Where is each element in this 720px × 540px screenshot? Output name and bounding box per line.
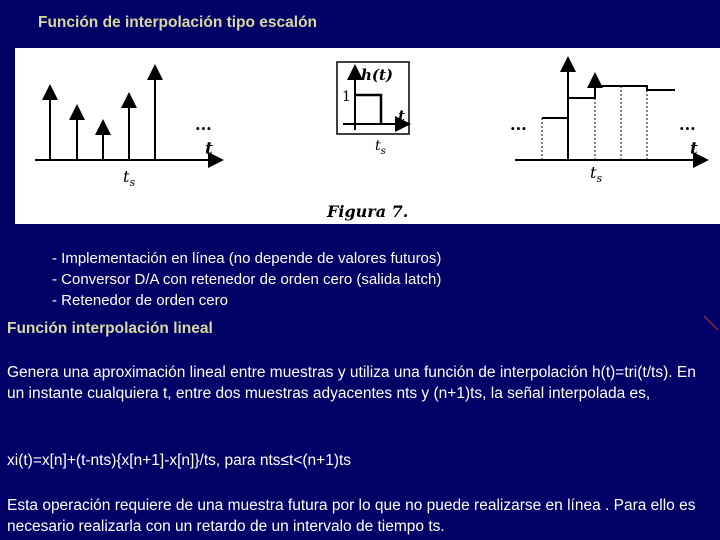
slide-title: Función de interpolación tipo escalón [38,14,318,31]
section-title-linear: Función interpolación lineal [7,320,213,337]
figure-7 [15,48,720,224]
t-axis-label: t [205,139,213,159]
staircase-signal [542,86,675,118]
paragraph-description: Genera una aproximación lineal entre muestras y utiliza una función de interpolación h(t)=tri(t/ts). En un instante cualquiera t, entre dos muestras adyacentes nts y (n+1)ts, la señal interpolada es, [7,364,696,402]
ts-label: $t_s$ [123,167,136,189]
impulse-train-panel [35,68,220,189]
bullet-item: - Implementación en línea (no depende de valores futuros) [52,250,442,267]
h-t-label: t [398,107,405,125]
zoh-ts-label: $t_s$ [590,163,603,185]
interpolation-formula: xi(t)=x[n]+(t-nts){x[n+1]-x[n]}/ts, para nts≤t<(n+1)ts [7,452,352,469]
figure-caption: Figura 7. [327,202,409,221]
figure-7-drawing [15,48,720,224]
dots-left: ... [510,115,527,134]
step-impulse-response-panel [326,62,409,221]
decorative-line [700,312,720,332]
bullet-item: - Conversor D/A con retenedor de orden cero (salida latch) [52,271,442,288]
h-ts-label: $t_s$ [375,138,386,157]
step-pulse [355,95,381,124]
dots-label: ... [195,115,212,134]
bullet-item: - Retenedor de orden cero [52,292,228,309]
paragraph-note: Esta operación requiere de una muestra futura por lo que no puede realizarse en línea . Para ello es necesario realizarla con un retardo de un intervalo de tiempo ts. [7,497,696,535]
h-of-t-label: h(t) [361,66,394,84]
amplitude-one-label: 1 [342,89,351,105]
dots-right: ... [679,115,696,134]
zoh-t-label: t [690,139,698,159]
zoh-output-panel [510,60,705,185]
bullet-list [52,248,441,311]
